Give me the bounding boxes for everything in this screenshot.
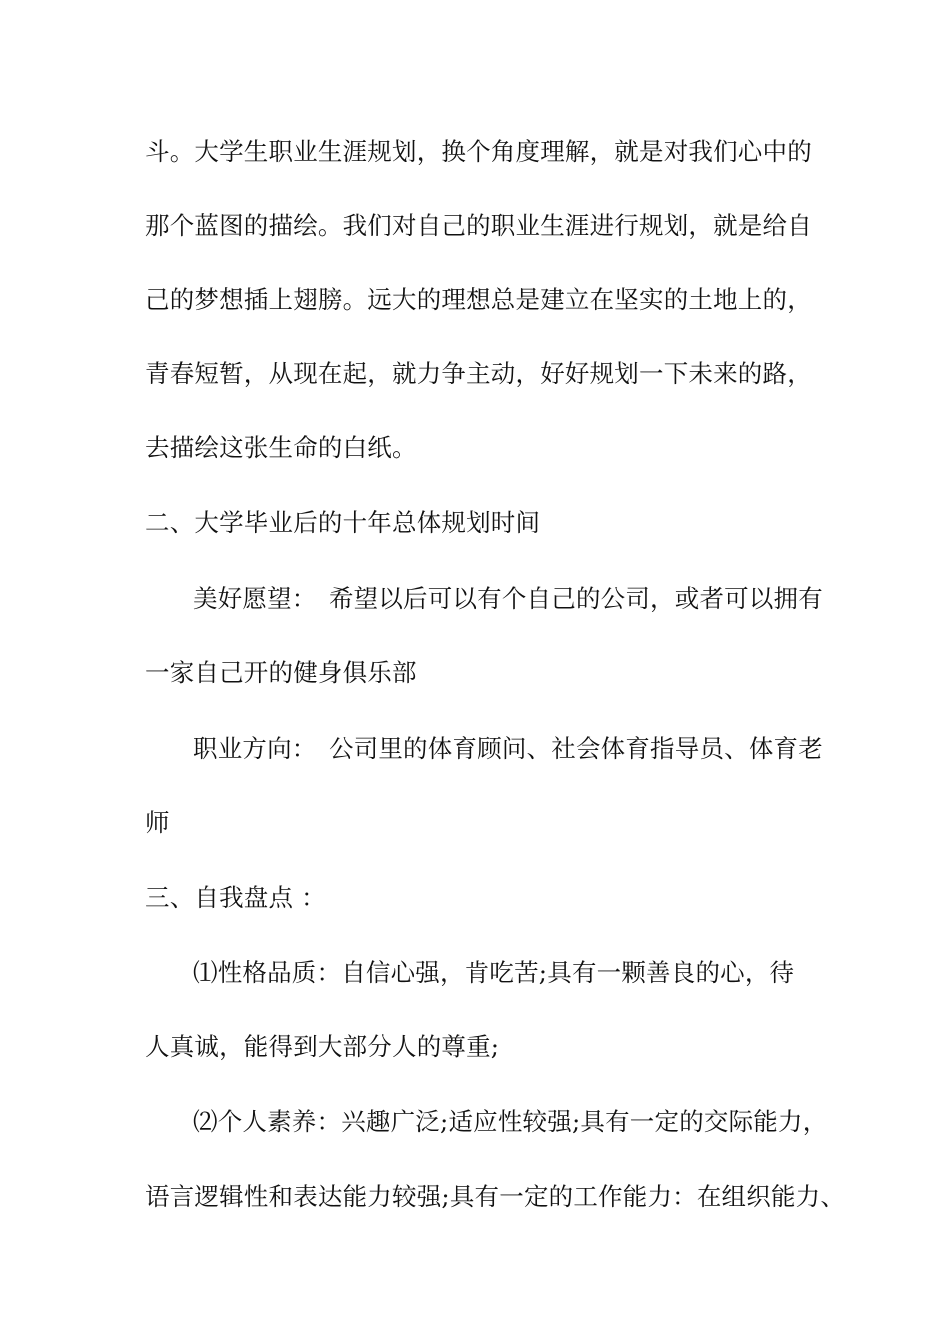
paragraph-line: 职业方向： 公司里的体育顾问、社会体育指导员、体育老	[193, 734, 823, 763]
paragraph-line: ⑵个人素养：兴趣广泛;适应性较强;具有一定的交际能力，	[193, 1107, 828, 1136]
paragraph-line: 语言逻辑性和表达能力较强;具有一定的工作能力：在组织能力、	[145, 1182, 846, 1211]
paragraph-line: 美好愿望： 希望以后可以有个自己的公司，或者可以拥有	[193, 584, 823, 613]
paragraph-line: ⑴性格品质：自信心强，肯吃苦;具有一颗善良的心，待	[193, 958, 795, 987]
paragraph-line: 人真诚，能得到大部分人的尊重;	[145, 1032, 500, 1061]
paragraph-line: 青春短暂，从现在起，就力争主动，好好规划一下未来的路，	[145, 359, 812, 388]
paragraph-line: 那个蓝图的描绘。我们对自己的职业生涯进行规划，就是给自	[145, 211, 812, 240]
paragraph-line: 己的梦想插上翅膀。远大的理想总是建立在坚实的土地上的，	[145, 285, 812, 314]
section-heading: 二、大学毕业后的十年总体规划时间	[145, 508, 541, 537]
paragraph-line: 师	[145, 808, 170, 837]
section-heading: 三、自我盘点 ：	[145, 883, 326, 912]
paragraph-line: 斗。大学生职业生涯规划，换个角度理解，就是对我们心中的	[145, 137, 812, 166]
paragraph-line: 去描绘这张生命的白纸。	[145, 433, 417, 462]
paragraph-line: 一家自己开的健身俱乐部	[145, 658, 417, 687]
